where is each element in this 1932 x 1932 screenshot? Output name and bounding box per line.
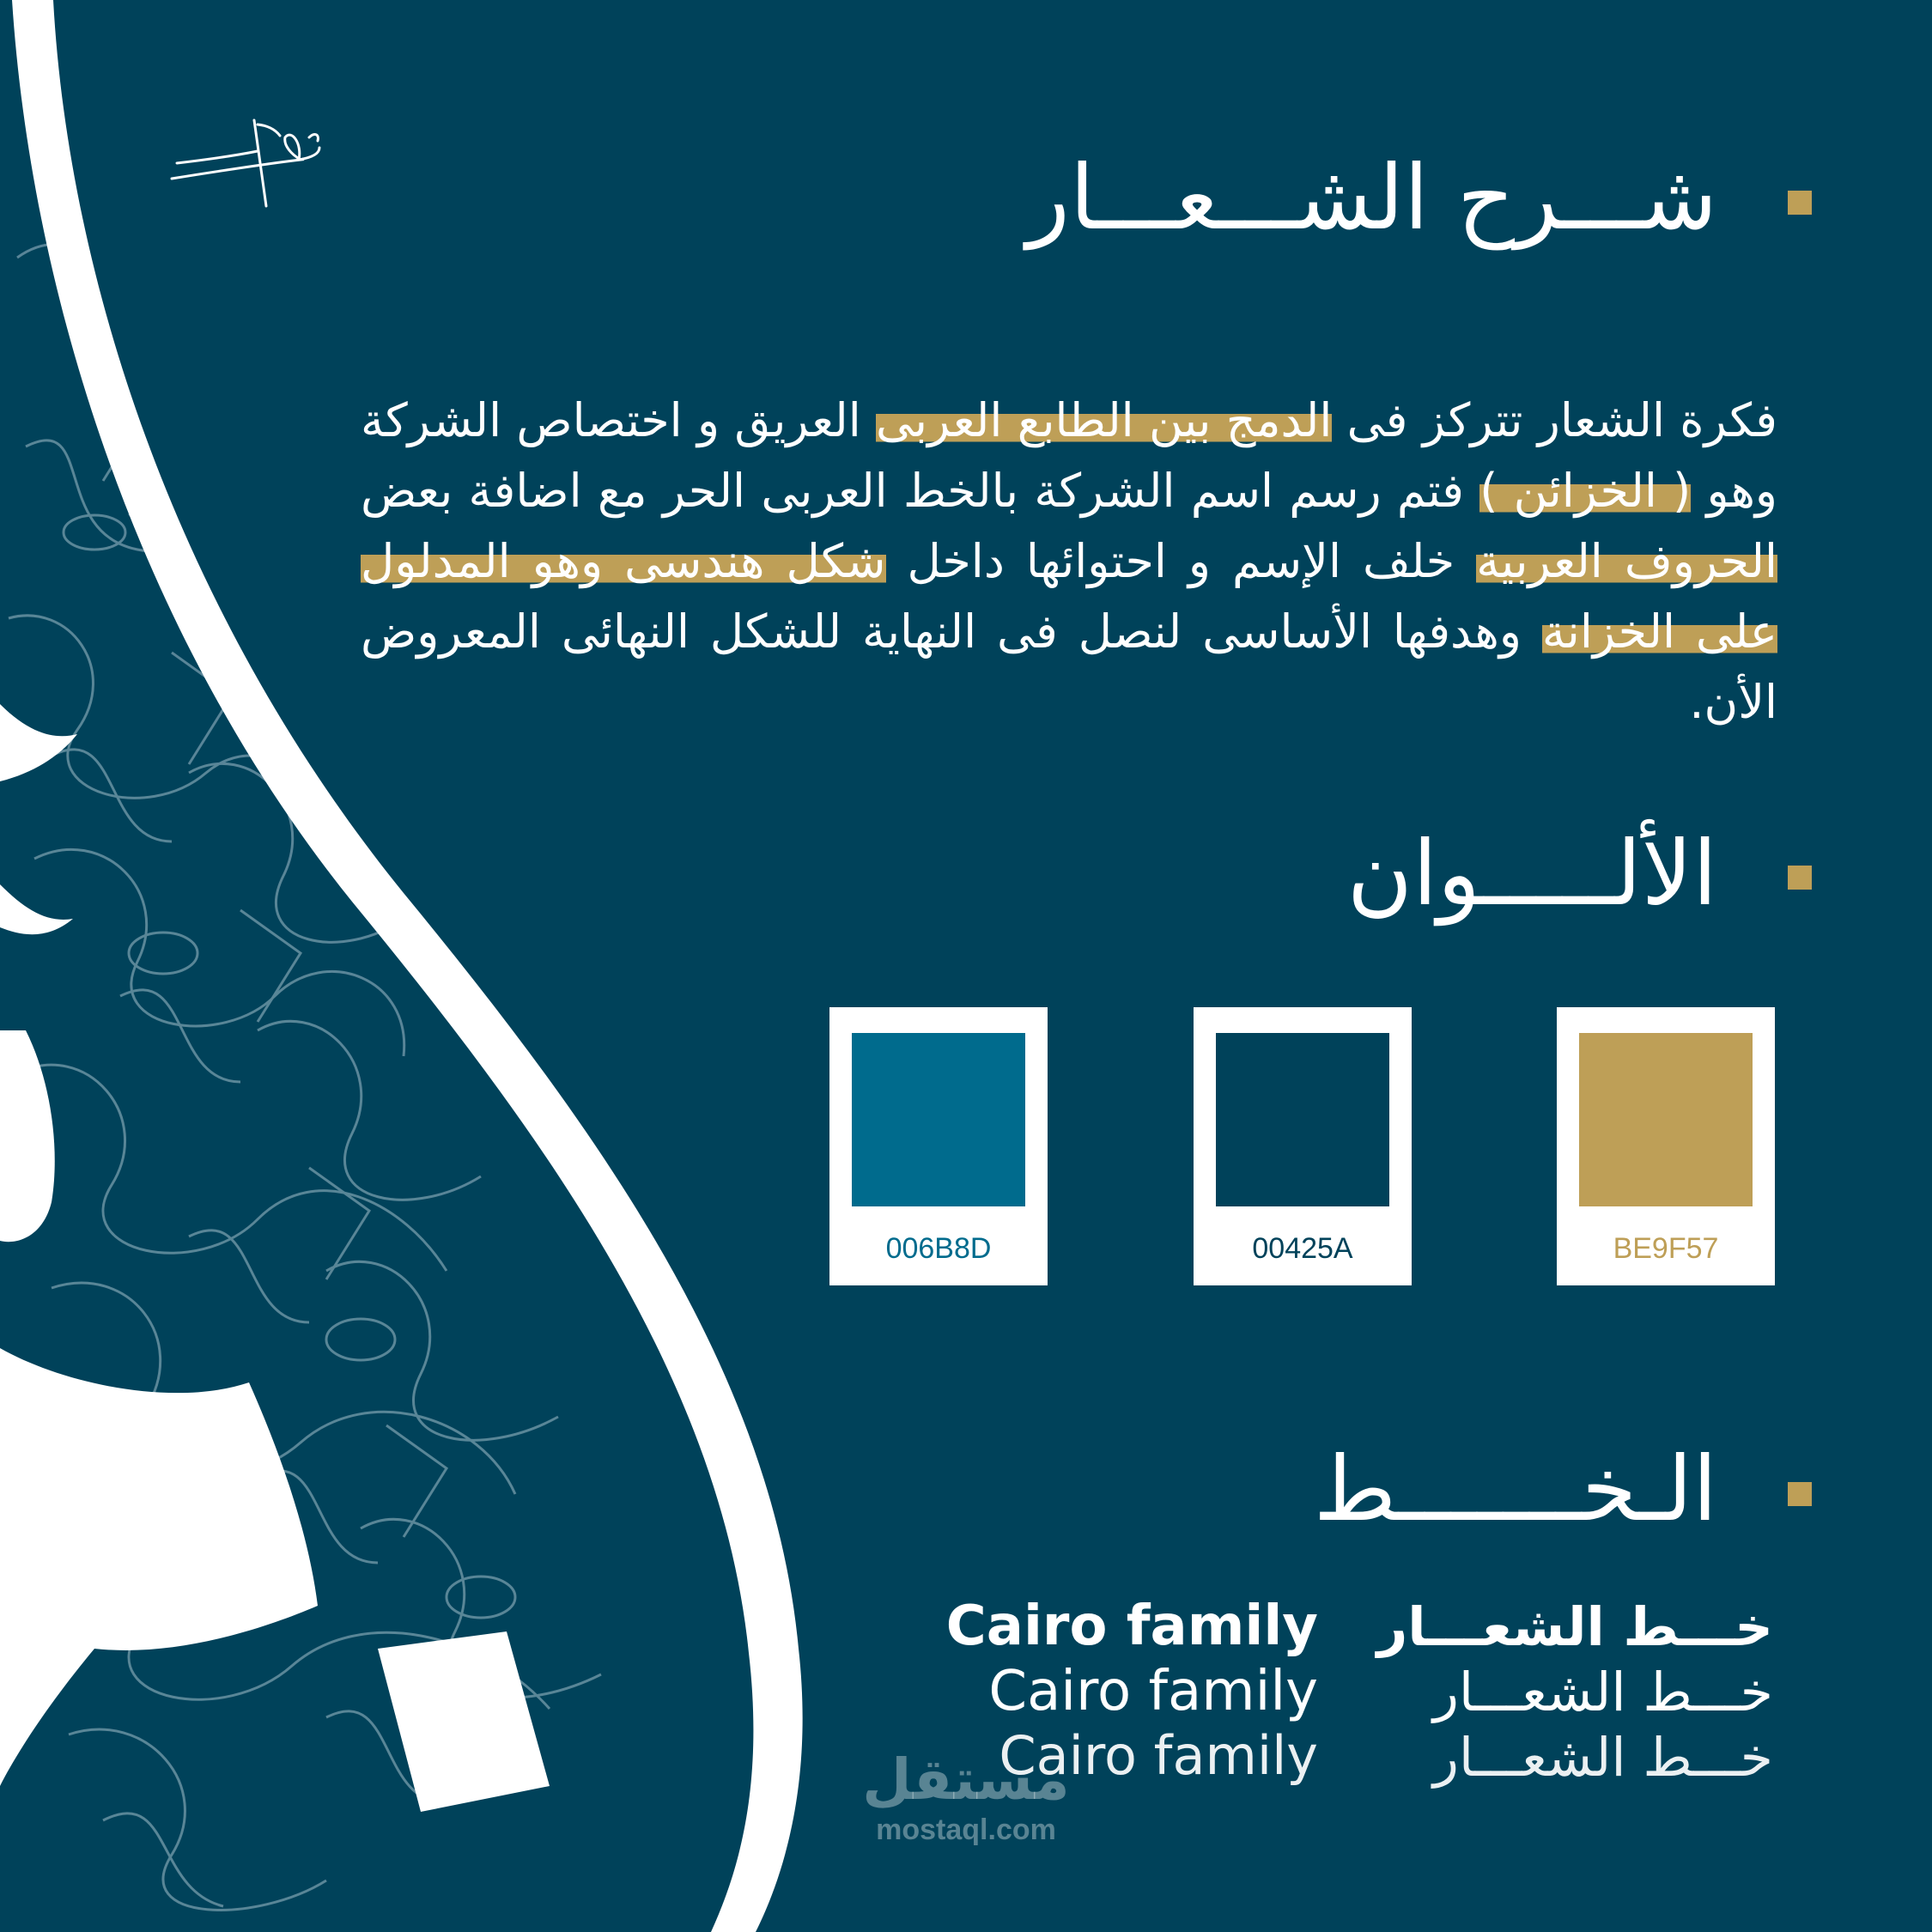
color-code: 006B8D [885,1232,992,1265]
highlighted-phrase: ( الخزائن ) [1479,464,1692,518]
section-title-logo-explanation: شـــرح الشـــعـــار [1026,145,1717,250]
paragraph-text: فتم رسم اسم الشركة بالخط العربى الحر مع اضافة بعض [361,464,1480,518]
section-bullet-logo [1788,191,1812,215]
white-letter-left [0,1030,55,1242]
paragraph-text: وهدفها الأساسى لنصل فى النهاية للشكل النهائى المعروض الأن. [361,605,1777,729]
white-letter-top [0,704,77,781]
color-swatch-card [1557,1007,1775,1285]
watermark-arabic: مستقل [862,1747,1070,1813]
paragraph-text: فكرة الشعار تتركز فى [1332,393,1777,447]
white-letter-bottom [0,1348,318,1786]
paragraph-text: العريق و اختصاص الشركة وهو [361,393,1777,518]
color-code: 00425A [1252,1232,1353,1265]
section-title-font: الـخـــــــط [1313,1437,1717,1541]
font-sample-arabic-regular: خـــط الشعـــار [1432,1661,1773,1723]
logo-explanation-paragraph [361,386,1777,738]
font-sample-arabic-bold: خـــط الشعـــار [1376,1595,1773,1658]
color-swatch-card [1194,1007,1412,1285]
font-sample-english-light: Cairo family [999,1724,1318,1787]
white-letter-square [378,1631,550,1812]
section-bullet-font [1788,1482,1812,1506]
watermark-url: mostaql.com [876,1814,1056,1846]
section-bullet-colors [1788,866,1812,890]
paragraph-text: خلف الإسم و احتوائها داخل [885,534,1477,588]
color-code: BE9F57 [1613,1232,1719,1265]
highlighted-phrase: الحروف العربية [1476,534,1777,588]
color-swatch-fill [1216,1033,1389,1206]
highlighted-phrase: الدمج بين الطابع العربى [876,393,1333,447]
white-letter-tip [0,884,73,934]
signature-icon [172,120,319,206]
color-swatch-fill [852,1033,1025,1206]
highlighted-phrase: شكل هندسى وهو المدلول على الخزانة [361,534,1777,659]
mostaql-watermark [846,1747,1086,1847]
section-title-colors: الألـــــوان [1346,821,1717,926]
color-swatch-card [829,1007,1048,1285]
color-swatch-fill [1579,1033,1753,1206]
font-sample-arabic-light: خـــط الشعـــار [1432,1726,1773,1789]
font-sample-english-bold: Cairo family [945,1595,1318,1658]
font-sample-english-regular: Cairo family [988,1660,1318,1723]
